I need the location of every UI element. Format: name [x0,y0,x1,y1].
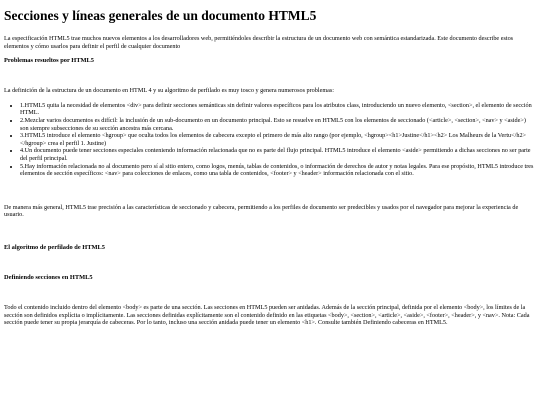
problems-intro-paragraph: La definición de la estructura de un documento en HTML 4 y su algoritmo de perfilado es muy tosco y genera numerosos problemas: [4,87,335,95]
summary-paragraph: De manera más general, HTML5 trae precisión a las características de seccionado y cabecera, permitiendo a los perfiles de documento ser predecibles y usados por el navegador para mejorar la experiencia de usuario. [4,203,519,219]
document-page [4,8,534,327]
algorithm-heading: El algoritmo de perfilado de HTML5 [4,243,106,251]
list-item: • 4.Un documento puede tener secciones especiales conteniendo información relacionada que no es parte del flujo principal. HTML5 introduce el elemento <aside> permitiendo a dichas secciones no ser parte del perfil principal. [20,147,534,162]
defining-sections-paragraph: Todo el contenido incluido dentro del elemento <body> es parte de una sección. Las secciones en HTML5 pueden ser anidadas. Además de la sección principal, definida por el elemento <body>, los límites de la sección son definidos explícita o implícitamente. Las secciones definidas explícitamente son el contenido definido en las etiquetas <body>, <section>, <article>, <aside>, <footer>, <header>, y <nav>. Nota: Cada sección puede tener su propia jerarquía de cabeceras. Por lo tanto, incluso una sección anidada puede tener un elemento <h1>. Consulte también Definiendo cabeceras en HTML5. [4,303,530,327]
intro-paragraph: La especificación HTML5 trae muchos nuevos elementos a los desarrolladores web, permitiéndoles describir la estructura de un documento web con semántica estandarizada. Este documento describe estos elementos y cómo usarlos para definir el perfil de cualquier documento [4,35,514,50]
page-title: Secciones y líneas generales de un documento HTML5 [4,8,317,23]
spacer [4,252,534,274]
list-item: • 5.Hay información relacionada no al documento pero sí al sitio entero, como logos, menús, tablas de contenidos, o información de derechos de autor y notas legales. Para ese propósito, HTML5 introduce tres elementos de sección específicos: <nav> para colecciones de enlaces, como una tabla de contenidos, <footer> y <header> información relacionada con el sitio. [20,163,534,178]
list-item: • 1.HTML5 quita la necesidad de elementos <div> para definir secciones semánticas sin definir valores específicos para los atributos class, introduciendo un nuevo elemento, <section>, el elemento de sección HTML. [20,102,534,117]
list-item: • 3.HTML5 introduce el elemento <hgroup> que oculta todos los elementos de cabecera excepto el primero de más alto rango (por ejemplo, <hgroup><h1>Justine</h1><h2> Los Malheurs de la Vertu</h2></hgroup> crea el perfil 1. Justine) [20,132,534,147]
problems-list [4,102,534,178]
problems-heading: Problemas resueltos por HTML5 [4,57,94,65]
spacer [4,226,534,244]
spacer [4,65,534,87]
spacer [4,178,534,204]
list-item: • 2.Mezclar varios documentos es difícil: la inclusión de un sub-documento en un documento principal. Esto se resuelve en HTML5 con los elementos de seccionado (<article>, <section>, <nav> y <aside>) son siempre subsecciones de su sección ancestra más cercana. [20,117,534,132]
spacer [4,282,534,304]
defining-sections-heading: Definiendo secciones en HTML5 [4,273,93,281]
